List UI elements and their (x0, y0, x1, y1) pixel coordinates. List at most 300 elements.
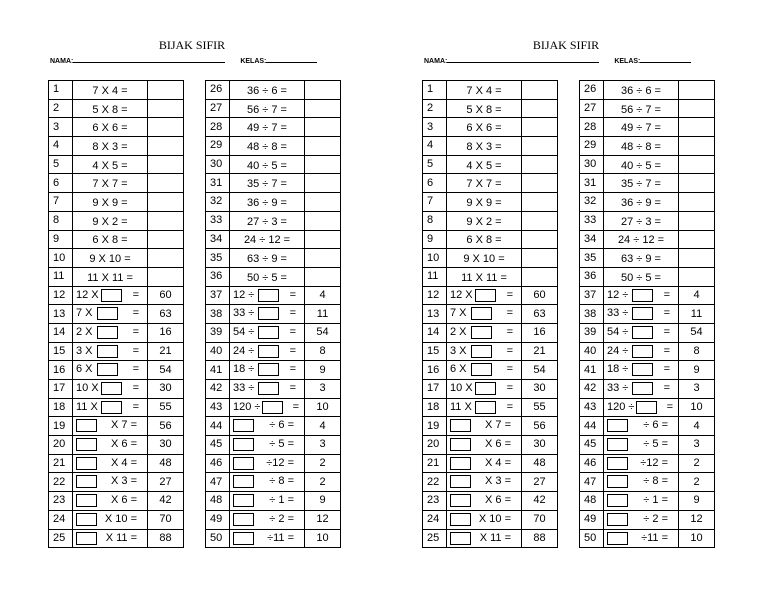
answer-cell[interactable]: 48 (148, 454, 184, 473)
answer-box[interactable] (450, 494, 471, 507)
question-text: 7 X 4 = (92, 84, 128, 97)
answer-box[interactable] (101, 382, 122, 395)
question-row (49, 155, 184, 174)
question-number: 47 (206, 473, 230, 492)
answer-box[interactable] (233, 438, 254, 451)
answer-cell[interactable] (305, 230, 341, 249)
kelas-field[interactable] (266, 56, 317, 63)
question-number: 4 (49, 137, 73, 156)
question-suffix: ÷ 8 = (269, 475, 294, 488)
nama-field[interactable] (73, 56, 225, 63)
answer-cell[interactable]: 88 (148, 529, 184, 548)
question-cell (230, 436, 305, 455)
answer-box[interactable] (258, 363, 279, 376)
answer-box[interactable] (233, 457, 254, 470)
answer-box[interactable] (632, 345, 653, 358)
answer-cell[interactable]: 21 (148, 342, 184, 361)
question-row (423, 118, 558, 137)
answer-cell[interactable] (679, 174, 715, 193)
answer-box[interactable] (97, 307, 118, 320)
question-suffix: X 10 = (478, 512, 511, 525)
question-row (49, 305, 184, 324)
question-cell (230, 137, 305, 156)
question-row (49, 380, 184, 399)
question-row (423, 211, 558, 230)
question-prefix: 2 X (76, 325, 93, 338)
answer-box[interactable] (632, 363, 653, 376)
answer-cell[interactable] (679, 267, 715, 286)
answer-cell[interactable]: 55 (522, 398, 558, 417)
answer-cell[interactable]: 21 (522, 342, 558, 361)
question-number: 12 (423, 286, 447, 305)
answer-cell[interactable]: 3 (679, 436, 715, 455)
answer-cell[interactable] (679, 249, 715, 268)
answer-cell[interactable]: 3 (305, 436, 341, 455)
answer-cell[interactable]: 9 (679, 492, 715, 511)
answer-box[interactable] (233, 475, 254, 488)
answer-cell[interactable]: 4 (305, 417, 341, 436)
answer-cell[interactable] (305, 155, 341, 174)
equals-sign: = (663, 288, 670, 301)
answer-box[interactable] (97, 326, 118, 339)
answer-cell[interactable]: 12 (305, 510, 341, 529)
answer-box[interactable] (450, 438, 471, 451)
question-cell (73, 398, 148, 417)
answer-cell[interactable]: 30 (148, 436, 184, 455)
answer-cell[interactable]: 2 (679, 473, 715, 492)
answer-cell[interactable]: 30 (522, 436, 558, 455)
answer-box[interactable] (233, 419, 254, 432)
question-text: 7 X 4 = (466, 84, 502, 97)
question-number: 34 (580, 230, 604, 249)
answer-cell[interactable]: 56 (522, 417, 558, 436)
answer-box[interactable] (632, 326, 653, 339)
answer-cell[interactable] (522, 137, 558, 156)
equals-sign: = (289, 307, 296, 320)
answer-cell[interactable]: 54 (679, 323, 715, 342)
question-row (49, 118, 184, 137)
question-cell (604, 305, 679, 324)
question-row (580, 81, 715, 100)
answer-cell[interactable] (305, 267, 341, 286)
question-text: 9 X 10 = (89, 253, 131, 266)
answer-cell[interactable]: 70 (522, 510, 558, 529)
answer-box[interactable] (76, 475, 97, 488)
question-prefix: 33 ÷ (233, 307, 255, 320)
answer-cell[interactable]: 54 (305, 323, 341, 342)
answer-cell[interactable] (148, 155, 184, 174)
answer-cell[interactable] (522, 211, 558, 230)
answer-cell[interactable]: 63 (148, 305, 184, 324)
equals-sign: = (289, 288, 296, 301)
answer-box[interactable] (450, 419, 471, 432)
answer-cell[interactable]: 3 (679, 380, 715, 399)
answer-box[interactable] (450, 475, 471, 488)
answer-box[interactable] (471, 326, 492, 339)
answer-box[interactable] (76, 532, 97, 545)
question-number: 17 (423, 380, 447, 399)
answer-box[interactable] (233, 532, 254, 545)
question-suffix: ÷ 1 = (643, 494, 668, 507)
answer-box[interactable] (76, 457, 97, 470)
answer-cell[interactable]: 42 (522, 492, 558, 511)
question-number: 20 (49, 436, 73, 455)
answer-cell[interactable] (148, 81, 184, 100)
question-row (206, 174, 341, 193)
answer-box[interactable] (233, 513, 254, 526)
question-prefix: 120 ÷ (233, 400, 261, 413)
question-prefix: 10 X (450, 382, 473, 394)
question-suffix: ÷ 5 = (643, 438, 668, 451)
answer-cell[interactable]: 63 (522, 305, 558, 324)
question-number: 35 (206, 249, 230, 268)
answer-cell[interactable] (522, 99, 558, 118)
answer-cell[interactable]: 54 (148, 361, 184, 380)
worksheet-title: BIJAK SIFIR (158, 38, 226, 52)
answer-box[interactable] (262, 401, 283, 414)
answer-cell[interactable]: 88 (522, 529, 558, 548)
answer-cell[interactable] (522, 118, 558, 137)
question-number: 49 (206, 510, 230, 529)
question-cell (230, 510, 305, 529)
question-number: 7 (423, 193, 447, 212)
answer-box[interactable] (101, 289, 122, 302)
question-number: 32 (580, 193, 604, 212)
question-text: 6 X 8 = (466, 234, 502, 247)
question-number: 10 (49, 249, 73, 268)
answer-cell[interactable] (148, 230, 184, 249)
answer-cell[interactable] (679, 99, 715, 118)
answer-cell[interactable] (305, 99, 341, 118)
question-row (206, 510, 341, 529)
answer-cell[interactable] (148, 99, 184, 118)
question-cell (230, 492, 305, 511)
answer-cell[interactable] (148, 249, 184, 268)
question-cell (73, 193, 148, 212)
answer-cell[interactable] (522, 230, 558, 249)
answer-cell[interactable]: 12 (679, 510, 715, 529)
question-number: 3 (423, 118, 447, 137)
answer-cell[interactable]: 48 (522, 454, 558, 473)
question-number: 49 (580, 510, 604, 529)
question-row (580, 99, 715, 118)
answer-box[interactable] (101, 401, 122, 414)
question-cell (230, 454, 305, 473)
answer-cell[interactable]: 4 (679, 286, 715, 305)
question-number: 5 (49, 155, 73, 174)
answer-box[interactable] (258, 382, 279, 395)
question-prefix: 12 ÷ (233, 288, 255, 301)
question-number: 44 (206, 417, 230, 436)
answer-cell[interactable] (148, 137, 184, 156)
answer-cell[interactable] (148, 118, 184, 137)
question-row (49, 286, 184, 305)
question-prefix: 33 ÷ (233, 382, 255, 394)
question-text: 6 X 6 = (466, 122, 502, 135)
answer-box[interactable] (76, 419, 97, 432)
answer-cell[interactable]: 3 (305, 380, 341, 399)
answer-box[interactable] (632, 307, 653, 320)
answer-cell[interactable] (305, 118, 341, 137)
answer-cell[interactable]: 70 (148, 510, 184, 529)
nama-field[interactable] (447, 56, 599, 63)
answer-box[interactable] (607, 438, 628, 451)
question-number: 9 (49, 230, 73, 249)
answer-cell[interactable] (305, 249, 341, 268)
question-prefix: 7 X (76, 307, 93, 320)
answer-cell[interactable]: 9 (305, 361, 341, 380)
answer-cell[interactable]: 27 (522, 473, 558, 492)
worksheet-copy-2 (374, 0, 758, 594)
equals-sign: = (292, 400, 299, 413)
answer-cell[interactable]: 4 (305, 286, 341, 305)
question-suffix: X 6 = (111, 438, 137, 451)
answer-cell[interactable] (522, 249, 558, 268)
question-suffix: ÷ 6 = (643, 419, 668, 432)
answer-cell[interactable]: 56 (148, 417, 184, 436)
equals-sign: = (132, 400, 139, 413)
answer-box[interactable] (233, 494, 254, 507)
question-row (580, 436, 715, 455)
question-suffix: X 10 = (104, 512, 137, 525)
answer-box[interactable] (471, 307, 492, 320)
answer-cell[interactable]: 42 (148, 492, 184, 511)
answer-cell[interactable] (148, 267, 184, 286)
answer-cell[interactable]: 30 (148, 380, 184, 399)
question-row (580, 342, 715, 361)
answer-box[interactable] (258, 345, 279, 358)
answer-cell[interactable] (679, 118, 715, 137)
question-cell (604, 398, 679, 417)
question-number: 26 (206, 81, 230, 100)
question-number: 33 (580, 211, 604, 230)
question-text: 24 ÷ 12 = (243, 234, 291, 247)
question-cell (604, 473, 679, 492)
question-row (580, 510, 715, 529)
question-suffix: ÷ 5 = (269, 438, 294, 451)
question-cell (447, 174, 522, 193)
question-cell (230, 417, 305, 436)
answer-box[interactable] (632, 382, 653, 395)
question-number: 8 (423, 211, 447, 230)
equals-sign: = (289, 382, 296, 394)
question-cell (73, 323, 148, 342)
answer-cell[interactable]: 10 (679, 529, 715, 548)
question-row (206, 398, 341, 417)
answer-cell[interactable]: 8 (305, 342, 341, 361)
question-row (49, 529, 184, 548)
equals-sign: = (132, 344, 139, 357)
question-number: 29 (580, 137, 604, 156)
answer-cell[interactable] (148, 211, 184, 230)
answer-cell[interactable] (522, 174, 558, 193)
answer-cell[interactable]: 2 (305, 473, 341, 492)
question-row (580, 380, 715, 399)
answer-cell[interactable]: 60 (522, 286, 558, 305)
answer-box[interactable] (636, 401, 657, 414)
answer-cell[interactable]: 54 (522, 361, 558, 380)
answer-cell[interactable] (522, 155, 558, 174)
answer-box[interactable] (471, 363, 492, 376)
question-row (423, 174, 558, 193)
answer-cell[interactable]: 11 (679, 305, 715, 324)
question-number: 48 (580, 492, 604, 511)
answer-cell[interactable]: 10 (305, 529, 341, 548)
question-row (206, 305, 341, 324)
question-cell (604, 99, 679, 118)
question-cell (73, 473, 148, 492)
answer-cell[interactable] (679, 193, 715, 212)
student-info-fields (50, 56, 317, 65)
question-cell (447, 510, 522, 529)
question-number: 40 (580, 342, 604, 361)
question-prefix: 3 X (76, 344, 93, 357)
question-cell (447, 454, 522, 473)
answer-box[interactable] (607, 513, 628, 526)
question-number: 37 (206, 286, 230, 305)
answer-cell[interactable] (305, 81, 341, 100)
question-text: 36 ÷ 9 = (247, 196, 287, 209)
question-prefix: 6 X (450, 363, 467, 376)
answer-cell[interactable] (305, 174, 341, 193)
answer-cell[interactable] (679, 81, 715, 100)
question-cell (73, 99, 148, 118)
answer-cell[interactable]: 27 (148, 473, 184, 492)
answer-box[interactable] (471, 345, 492, 358)
answer-box[interactable] (475, 382, 496, 395)
answer-cell[interactable] (305, 193, 341, 212)
answer-cell[interactable] (305, 211, 341, 230)
answer-box[interactable] (450, 513, 471, 526)
answer-cell[interactable]: 4 (679, 417, 715, 436)
answer-box[interactable] (450, 532, 471, 545)
question-number: 15 (423, 342, 447, 361)
answer-box[interactable] (632, 289, 653, 302)
question-cell (604, 81, 679, 100)
kelas-label: KELAS: (614, 58, 641, 65)
question-row (206, 249, 341, 268)
answer-cell[interactable]: 9 (679, 361, 715, 380)
question-number: 20 (423, 436, 447, 455)
answer-cell[interactable]: 9 (305, 492, 341, 511)
answer-cell[interactable] (522, 267, 558, 286)
answer-box[interactable] (258, 307, 279, 320)
answer-box[interactable] (76, 513, 97, 526)
answer-cell[interactable]: 16 (148, 323, 184, 342)
question-row (206, 529, 341, 548)
answer-cell[interactable] (679, 155, 715, 174)
answer-box[interactable] (258, 289, 279, 302)
answer-cell[interactable] (148, 193, 184, 212)
question-cell (230, 249, 305, 268)
equals-sign: = (666, 400, 673, 413)
question-number: 14 (423, 323, 447, 342)
question-number: 43 (206, 398, 230, 417)
answer-cell[interactable]: 10 (305, 398, 341, 417)
question-cell (604, 137, 679, 156)
answer-cell[interactable] (148, 174, 184, 193)
question-row (423, 342, 558, 361)
question-number: 42 (580, 380, 604, 399)
question-number: 43 (580, 398, 604, 417)
question-number: 21 (49, 454, 73, 473)
answer-box[interactable] (475, 401, 496, 414)
answer-cell[interactable]: 2 (679, 454, 715, 473)
question-number: 22 (49, 473, 73, 492)
answer-cell[interactable]: 60 (148, 286, 184, 305)
answer-box[interactable] (607, 419, 628, 432)
question-prefix: 12 ÷ (607, 288, 629, 301)
answer-box[interactable] (258, 326, 279, 339)
answer-cell[interactable] (522, 81, 558, 100)
question-text: 8 X 3 = (92, 140, 128, 153)
answer-box[interactable] (475, 289, 496, 302)
answer-box[interactable] (607, 457, 628, 470)
question-cell (230, 380, 305, 399)
question-cell (604, 267, 679, 286)
question-number: 30 (580, 155, 604, 174)
answer-box[interactable] (607, 475, 628, 488)
answer-cell[interactable] (679, 211, 715, 230)
question-suffix: ÷ 2 = (643, 512, 668, 525)
question-text: 49 ÷ 7 = (247, 122, 287, 135)
question-cell (230, 398, 305, 417)
answer-cell[interactable] (522, 193, 558, 212)
question-cell (230, 230, 305, 249)
answer-box[interactable] (97, 345, 118, 358)
question-prefix: 3 X (450, 344, 467, 357)
answer-cell[interactable]: 2 (305, 454, 341, 473)
question-row (580, 193, 715, 212)
answer-box[interactable] (450, 457, 471, 470)
answer-cell[interactable]: 8 (679, 342, 715, 361)
question-row (206, 342, 341, 361)
answer-box[interactable] (76, 438, 97, 451)
student-info-fields (424, 56, 691, 65)
answer-cell[interactable]: 55 (148, 398, 184, 417)
question-cell (73, 174, 148, 193)
answer-cell[interactable] (305, 137, 341, 156)
question-cell (604, 118, 679, 137)
question-text: 40 ÷ 5 = (621, 159, 661, 172)
question-row (423, 361, 558, 380)
answer-box[interactable] (607, 494, 628, 507)
answer-box[interactable] (607, 532, 628, 545)
answer-box[interactable] (76, 494, 97, 507)
question-text: 5 X 8 = (92, 103, 128, 116)
question-suffix: X 11 = (479, 531, 511, 544)
answer-cell[interactable]: 30 (522, 380, 558, 399)
answer-cell[interactable] (679, 137, 715, 156)
answer-cell[interactable]: 16 (522, 323, 558, 342)
question-suffix: X 4 = (111, 456, 137, 469)
answer-cell[interactable]: 11 (305, 305, 341, 324)
equals-sign: = (663, 325, 670, 338)
kelas-field[interactable] (640, 56, 691, 63)
question-cell (73, 81, 148, 100)
question-number: 21 (423, 454, 447, 473)
answer-box[interactable] (97, 363, 118, 376)
question-row (580, 398, 715, 417)
question-row (423, 398, 558, 417)
answer-cell[interactable]: 10 (679, 398, 715, 417)
answer-cell[interactable] (679, 230, 715, 249)
question-text: 24 ÷ 12 = (617, 234, 665, 247)
question-cell (604, 436, 679, 455)
question-text: 4 X 5 = (466, 159, 502, 172)
question-text: 36 ÷ 9 = (621, 196, 661, 209)
question-cell (73, 380, 148, 399)
